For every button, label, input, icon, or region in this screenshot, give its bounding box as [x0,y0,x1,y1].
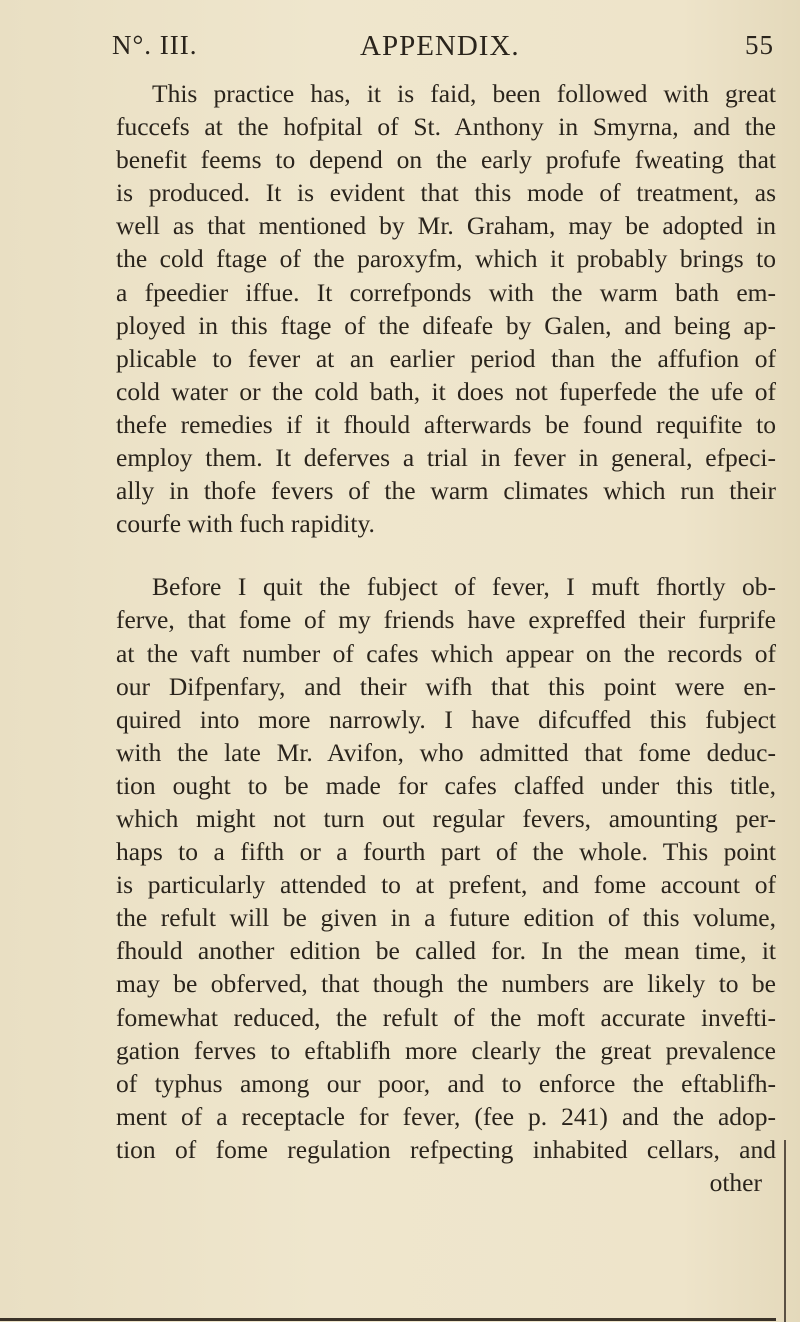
text-line: of typhus among our poor, and to enforce the eftablifh- [116,1068,776,1098]
text-line: fuccefs at the hofpital of St. Anthony in Smyrna, and the [116,112,776,142]
text-line: is produced. It is evident that this mode of treatment, as [116,178,776,208]
page-number: 55 [745,30,774,60]
text-line: fomewhat reduced, the refult of the moft accurate invefti- [116,1002,776,1032]
text-line: Before I quit the fubject of fever, I muft fhortly ob- [152,572,776,602]
text-line: gation ferves to eftablifh more clearly the great prevalence [116,1035,776,1065]
running-title: APPENDIX. [360,30,520,62]
text-line: ployed in this ftage of the difeafe by Galen, and being ap- [116,310,776,340]
text-line: ferve, that fome of my friends have expreffed their furprife [116,605,776,635]
text-line: which might not turn out regular fevers, amounting per- [116,803,776,833]
text-line: benefit feems to depend on the early profufe fweating that [116,145,776,175]
text-line: employ them. It deferves a trial in fever in general, efpeci- [116,443,776,473]
text-line: with the late Mr. Avifon, who admitted that fome deduc- [116,737,776,767]
text-line: the refult will be given in a future edition of this volume, [116,903,776,933]
page-edge-line [784,1140,786,1322]
running-header [112,30,780,70]
text-line: This practice has, it is faid, been followed with great [152,79,776,108]
text-line: our Difpenfary, and their wifh that this point were en- [116,671,776,701]
text-line: quired into more narrowly. I have difcuffed this fubject [116,704,776,734]
paragraph-1 [116,77,776,540]
text-line: tion ought to be made for cafes claffed under this title, [116,770,776,800]
page-bottom-edge [0,1318,776,1321]
text-line: fhould another edition be called for. In the mean time, it [116,936,776,966]
text-line: at the vaft number of cafes which appear on the records of [116,638,776,668]
text-line: tion of fome regulation refpecting inhabited cellars, and [116,1134,776,1164]
text-line: cold water or the cold bath, it does not fuperfede the ufe of [116,376,776,406]
paragraph-spacer [116,540,776,570]
text-line: may be obferved, that though the numbers are likely to be [116,969,776,999]
text-line: well as that mentioned by Mr. Graham, may be adopted in [116,211,776,241]
appendix-number: N°. III. [112,30,198,60]
text-line: ment of a receptacle for fever, (fee p. 241) and the adop- [116,1101,776,1131]
body-text [116,77,776,1199]
text-line: courfe with fuch rapidity. [116,509,375,539]
catchword: other [709,1168,762,1197]
text-line: plicable to fever at an earlier period than the affufion of [116,343,776,373]
text-line: thefe remedies if it fhould afterwards be found requifite to [116,409,776,439]
text-line: a fpeedier iffue. It correfponds with the warm bath em- [116,277,776,307]
text-line: is particularly attended to at prefent, and fome account of [116,870,776,900]
text-line: ally in thofe fevers of the warm climates which run their [116,476,776,506]
text-line: haps to a fifth or a fourth part of the whole. This point [116,837,776,867]
text-line: the cold ftage of the paroxyfm, which it probably brings to [116,244,776,274]
paragraph-2 [116,570,776,1199]
